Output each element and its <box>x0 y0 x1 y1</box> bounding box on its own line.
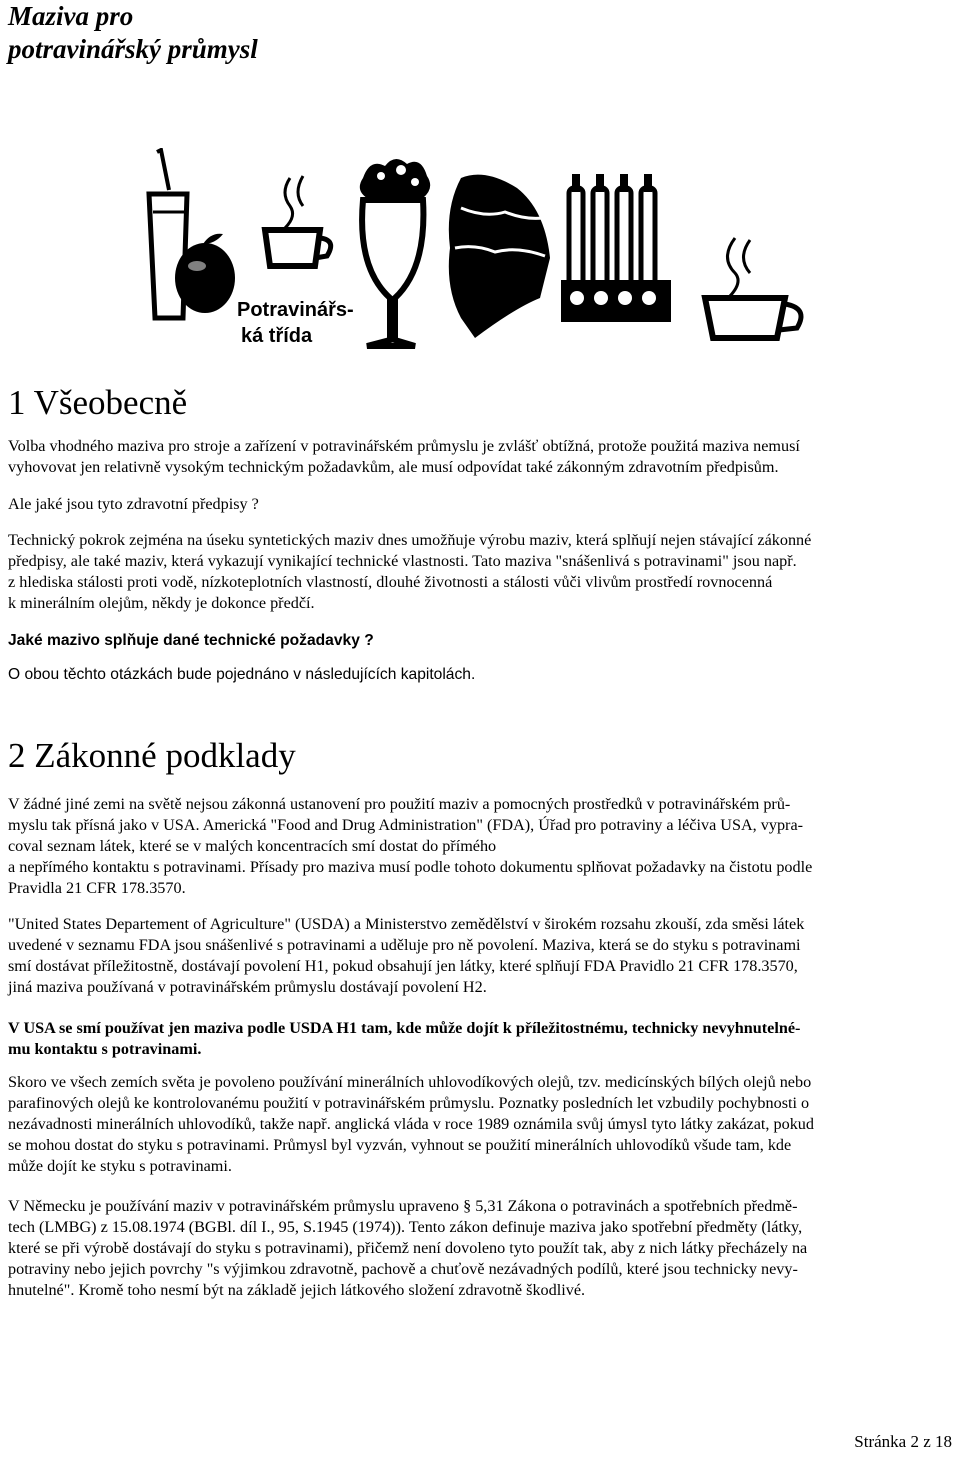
page-number: Stránka 2 z 18 <box>854 1432 952 1451</box>
section-2-heading: 2 Zákonné podklady <box>8 736 296 775</box>
section-2-paragraph-2 <box>8 914 958 998</box>
section-1-question-1 <box>8 494 958 515</box>
text-line: předpisy, ale také maziv, která vykazují vynikající technické vlastnosti. Tato maziva "snášenlivá s potravinami" jsou např. <box>8 552 797 570</box>
text-line: vyhovovat jen relativně vysokým technickým požadavkům, ale musí odpovídat také zákonným zdravotním předpisům. <box>8 458 779 476</box>
coffee-cup-icon <box>705 238 801 338</box>
text-line: a nepřímého kontaktu s potravinami. Přísady pro maziva musí podle tohoto dokumentu splňovat požadavky na čistotu podle <box>8 858 813 876</box>
text-line: potraviny nebo jejich povrchy "s výjimkou zdravotně, pachově a chuťově nezávadných podílů, které jsou technicky nevy- <box>8 1260 798 1278</box>
text-line: "United States Departement of Agriculture" (USDA) a Ministerstvo zemědělství v širokém rozsahu zkouší, zda směsi látek <box>8 915 805 933</box>
text-line: které se při výrobě dostávají do styku s potravinami), přičemž není dovoleno tyto použít tak, aby z nich látky přecházely na <box>8 1239 808 1257</box>
text-line: nezávadnosti minerálních uhlovodíků, takže např. anglická vláda v roce 1989 oznámila svůj úmysl tyto látky zakázat, pokud <box>8 1115 814 1133</box>
bottles-on-conveyor-icon <box>561 174 671 322</box>
steaming-cup-icon <box>265 176 331 266</box>
text-line: V USA se smí používat jen maziva podle USDA H1 tam, kde může dojít k příležitostnému, technicky nevyhnutelné- <box>8 1019 801 1037</box>
text-line: parafinových olejů ke kontrolovanému použití v potravinářském průmyslu. Poznatky posledních let vzbudily pochybnosti o <box>8 1094 810 1112</box>
food-category-illustration <box>145 148 825 358</box>
text-line: Pravidla 21 CFR 178.3570. <box>8 879 186 897</box>
section-2-paragraph-5 <box>8 1196 958 1301</box>
section-2-paragraph-4 <box>8 1072 958 1177</box>
text-line: uvedené v seznamu FDA jsou snášenlivé s potravinami a uděluje pro ně povolení. Maziva, která se do styku s potravinami <box>8 936 801 954</box>
text-line: Volba vhodného maziva pro stroje a zařízení v potravinářském průmyslu je zvlášť obtížná, protože použitá maziva nemusí <box>8 437 800 455</box>
text-line: jiná maziva používaná v potravinářském průmyslu dostávají povolení H2. <box>8 978 487 996</box>
section-2-paragraph-1 <box>8 794 958 899</box>
text-line: k minerálním olejům, někdy je dokonce předčí. <box>8 594 315 612</box>
section-2-paragraph-3 <box>8 1018 958 1060</box>
text-line: mu kontaktu s potravinami. <box>8 1040 202 1058</box>
potravinarska-trida-label <box>237 299 354 347</box>
question-text: Ale jaké jsou tyto zdravotní předpisy ? <box>8 495 259 513</box>
text-line: coval seznam látek, které se v malých koncentracích smí dostat do přímého <box>8 837 497 855</box>
label-line-2: ká třída <box>241 325 313 347</box>
text-line: myslu tak přísná jako v USA. Americká "Food and Drug Administration" (FDA), Úřad pro potraviny a léčiva USA, vypra- <box>8 816 804 834</box>
title-line-2: potravinářský průmysl <box>8 34 258 64</box>
text-line: hnutelné". Kromě toho nesmí být na základě jejich látkového složení zdravotně škodlivé. <box>8 1281 586 1299</box>
text-line: Technický pokrok zejména na úseku syntetických maziv dnes umožňuje výrobu maziv, která splňují nejen stávající zákonné <box>8 531 812 549</box>
text-line: tech (LMBG) z 15.08.1974 (BGBl. díl I., 95, S.1945 (1974)). Tento zákon definuje maziva jako spotřební předměty (látky, <box>8 1218 803 1236</box>
section-1-paragraph-3: O obou těchto otázkách bude pojednáno v následujících kapitolách. <box>8 666 476 683</box>
cake-slice-icon <box>449 175 550 338</box>
text-line: z hlediska stálosti proti vodě, nízkoteplotních vlastností, dlouhé životnosti a stálosti vůči vlivům prostředí rovnocenná <box>8 573 773 591</box>
beer-glass-icon <box>360 159 430 346</box>
section-1-paragraph-2 <box>8 530 958 614</box>
text-line: smí dostávat příležitostně, dostávají povolení H1, pokud obsahují jen látky, které splňují FDA Pravidlo 21 CFR 178.3570, <box>8 957 798 975</box>
text-line: může dojít ke styku s potravinami. <box>8 1157 232 1175</box>
section-1-question-2: Jaké mazivo splňuje dané technické požadavky ? <box>8 632 374 649</box>
text-line: Skoro ve všech zemích světa je povoleno používání minerálních uhlovodíkových olejů, tzv. medicínských bílých olejů nebo <box>8 1073 812 1091</box>
text-line: V žádné jiné zemi na světě nejsou zákonná ustanovení pro použití maziv a pomocných prostředků v potravinářském prů- <box>8 795 791 813</box>
label-line-1: Potravinářs- <box>237 299 354 321</box>
section-1-heading: 1 Všeobecně <box>8 383 188 422</box>
document-title <box>8 0 258 66</box>
text-line: se mohou dostat do styku s potravinami. Průmysl byl vyzván, vyhnout se použití minerálních uhlovodíků všude tam, kde <box>8 1136 792 1154</box>
section-1-paragraph-1 <box>8 436 958 478</box>
text-line: V Německu je používání maziv v potravinářském průmyslu upraveno § 5,31 Zákona o potravinách a spotřebních předmě- <box>8 1197 798 1215</box>
title-line-1: Maziva pro <box>8 1 134 31</box>
